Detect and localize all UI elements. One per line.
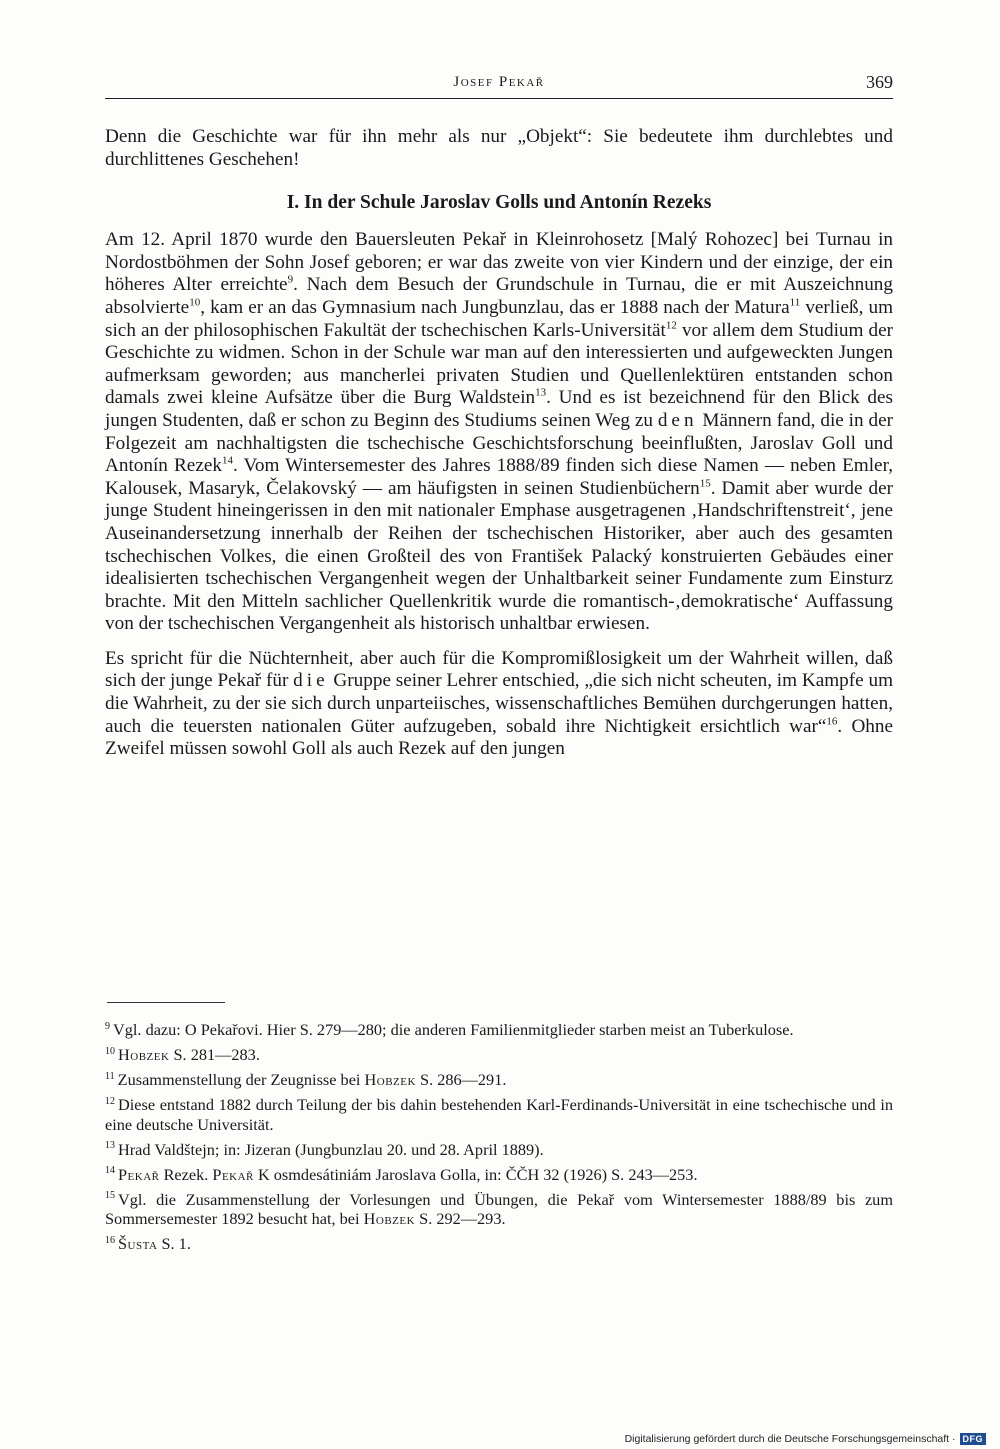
footnotes — [105, 1020, 893, 1259]
footnote-15: $^{15}$ Vgl. die Zusammenstellung der Vorlesungen und Übungen, die Pekař vom Wintersemester 1888/89 bis zum Sommersemester 1892 besucht hat, bei Hobzek S. 292—293. — [105, 1189, 893, 1228]
footnote-ref-9: 9 — [287, 273, 294, 286]
spaced-emphasis: die — [293, 670, 329, 692]
footnote-13: $^{13}$ Hrad Valdštejn; in: Jizeran (Jungbunzlau 20. und 28. April 1889). — [105, 1139, 544, 1159]
running-head — [105, 72, 893, 99]
running-head-author: Josef Pekař — [453, 74, 545, 90]
footnote-ref-13: 13 — [535, 386, 547, 399]
footnote-ref-14: 14 — [221, 454, 233, 467]
footnote-divider — [107, 1002, 225, 1003]
footnote-9: $^9$ Vgl. dazu: O Pekařovi. Hier S. 279—280; die anderen Familienmitglieder starben meist an Tuberkulose. — [105, 1020, 794, 1039]
page-number: 369 — [866, 72, 893, 92]
spaced-emphasis: den — [657, 409, 698, 431]
footnote-ref-15: 15 — [699, 477, 711, 490]
footnote-11: $^{11}$ Zusammenstellung der Zeugnisse bei Hobzek S. 286—291. — [105, 1070, 507, 1089]
footnote-ref-12: 12 — [665, 319, 677, 332]
body-text — [105, 126, 893, 761]
paragraph-intro: Denn die Geschichte war für ihn mehr als nur „Objekt“: Sie bedeutete ihm durchlebtes und durchlittenes Geschehen! — [105, 126, 893, 170]
footnote-ref-11: 11 — [789, 296, 801, 309]
digitization-credit — [625, 1433, 986, 1445]
credit-text: Digitalisierung gefördert durch die Deutsche Forschungsgemeinschaft · — [624, 1433, 956, 1445]
footnote-ref-10: 10 — [189, 296, 201, 309]
footnote-ref-16: 16 — [826, 715, 838, 728]
footnote-12: $^{12}$ Diese entstand 1882 durch Teilung der bis dahin bestehenden Karl-Ferdinands-Universität in eine tschechische und in eine deutsche Universität. — [105, 1095, 893, 1134]
footnote-14: $^{14}$ Pekař Rezek. Pekař K osmdesátiniám Jaroslava Golla, in: ČČH 32 (1926) S. 243—253. — [105, 1164, 698, 1184]
footnote-16: $^{16}$ Šusta S. 1. — [105, 1234, 191, 1253]
paragraph-2: Es spricht für die Nüchternheit, aber auch für die Kompromißlosigkeit um der Wahrheit willen, daß sich der junge Pekař für die Gruppe seiner Lehrer entschied, „die sich nicht scheuten, im Kampfe um die Wahrheit, zu der sie sich durch unparteiisches, wissenschaftliches Bemühen durchgerungen hatten, auch die teuersten nationalen Güter aufzugeben, sobald ihre Nichtigkeit ersichtlich war“$^{16}$. Ohne Zweifel müssen sowohl Goll als auch Rezek auf den jungen — [105, 647, 894, 760]
section-heading: I. In der Schule Jaroslav Golls und Antonín Rezeks — [286, 192, 712, 214]
paragraph-1: Am 12. April 1870 wurde den Bauersleuten Pekař in Kleinrohosetz [Malý Rohozec] bei Turnau in Nordostböhmen der Sohn Josef geboren; er war das zweite von vier Kindern und der einzige, der ein höheres Alter erreichte$^9$. Nach dem Besuch der Grundschule in Turnau, die er mit Auszeichnung absolvierte$^{10}$, kam er an das Gymnasium nach Jungbunzlau, das er 1888 nach der Matura$^{11}$ verließ, um sich an der philosophischen Fakultät der tschechischen Karls-Universität$^{12}$ vor allem dem Studium der Geschichte zu widmen. Schon in der Schule war man auf den interessierten und aufgeweckten Jungen aufmerksam geworden; aus mancherlei privaten Studien und Quellenlektüren entstanden schon damals zwei kleine Aufsätze über die Burg Waldstein$^{13}$. Und es ist bezeichnend für den Blick des jungen Studenten, daß er schon zu Beginn des Studiums seinen Weg zu den Männern fand, die in der Folgezeit am nachhaltigsten die tschechische Geschichtsforschung beeinflußten, Jaroslav Goll und Antonín Rezek$^{14}$. Vom Wintersemester des Jahres 1888/89 finden sich diese Namen — neben Emler, Kalousek, Masaryk, Čelakovský — am häufigsten in seinen Studienbüchern$^{15}$. Damit aber wurde der junge Student hineingerissen in den mit nationaler Emphase ausgetragenen ‚Handschriftenstreit‘, jene Auseinandersetzung innerhalb der Reihen der tschechischen Historiker, aber auch des gesamten tschechischen Volkes, die einen Großteil des von František Palacký konstruierten Gebäudes einer idealisierten tschechischen Vergangenheit wegen der Unhaltbarkeit seiner Fundamente zum Einsturz brachte. Mit den Mitteln sachlicher Quellenkritik wurde die romantisch-‚demokratische‘ Auffassung von der tschechischen Vergangenheit als historisch unhaltbar erwiesen. — [105, 229, 894, 635]
footnote-10: $^{10}$ Hobzek S. 281—283. — [105, 1045, 260, 1064]
dfg-logo-icon: DFG — [960, 1433, 987, 1445]
